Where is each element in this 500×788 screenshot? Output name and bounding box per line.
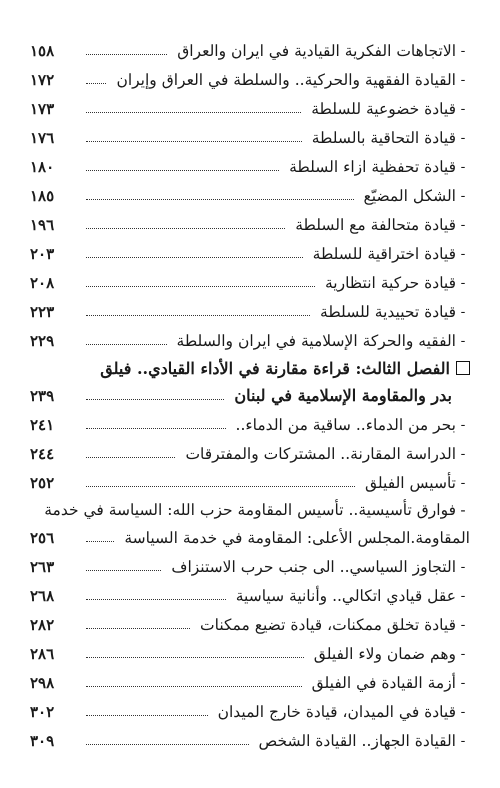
toc-entry-title: قيادة متحالفة مع السلطة [295, 215, 456, 234]
toc-entry-page-number: ٢٩٨ [30, 673, 55, 692]
toc-entry-title: الفقيه والحركة الإسلامية في ايران والسلطة [176, 331, 456, 350]
leader-dots [86, 334, 167, 345]
toc-entry-page-number: ٢٢٣ [30, 302, 55, 321]
leader-dots [86, 447, 175, 458]
toc-entry-page-number: ٢٢٩ [30, 331, 55, 350]
toc-entry-page-number: ٢٨٦ [30, 644, 55, 663]
bullet-dash: - [460, 616, 466, 633]
toc-entry [30, 439, 470, 468]
toc-entry [30, 639, 470, 668]
bullet-dash: - [460, 216, 466, 233]
toc-entry [30, 268, 470, 297]
toc-entry-title: وهم ضمان ولاء الفيلق [313, 644, 456, 663]
toc-entry-title: قيادة في الميدان، قيادة خارج الميدان [217, 702, 456, 721]
toc-entry-title: قيادة التحاقية بالسلطة [311, 128, 456, 147]
toc-entry-title: قيادة حركية انتظارية [324, 273, 456, 292]
toc-entry-title: قيادة تخلق ممكنات، قيادة تضيع ممكنات [200, 615, 456, 634]
toc-entry-page-number: ١٨٥ [30, 186, 55, 205]
toc-entry [30, 552, 470, 581]
chapter-page-number: ٢٣٩ [30, 386, 55, 405]
multi-entry-line-1: فوارق تأسيسية.. تأسيس المقاومة حزب الله: السياسة في خدمة [44, 501, 456, 519]
multi-entry-line-2: المقاومة.المجلس الأعلى: المقاومة في خدمة السياسة [124, 528, 470, 547]
toc-entry [30, 468, 470, 497]
leader-dots [86, 73, 106, 84]
toc-entry-page-number: ٢٥٢ [30, 473, 55, 492]
bullet-dash: - [460, 100, 466, 117]
toc-entry [30, 410, 470, 439]
toc-entry [30, 297, 470, 326]
checkbox-square-icon [456, 361, 470, 375]
bullet-dash: - [460, 416, 466, 433]
bullet-dash: - [460, 645, 466, 662]
toc-entry-page-number: ٣٠٢ [30, 702, 55, 721]
toc-entry-page-number: ٢٠٨ [30, 273, 55, 292]
toc-entry-title: الدراسة المقارنة.. المشتركات والمفترقات [185, 444, 456, 463]
bullet-dash: - [460, 332, 466, 349]
leader-dots [86, 705, 208, 716]
toc-entry [30, 326, 470, 355]
leader-dots [86, 647, 304, 658]
leader-dots [86, 676, 302, 687]
bullet-dash: - [460, 274, 466, 291]
leader-dots [86, 189, 354, 200]
toc-entry-page-number: ١٥٨ [30, 41, 55, 60]
multi-entry-page-number: ٢٥٦ [30, 528, 55, 547]
toc-entry-title: الاتجاهات الفكرية القيادية في ايران والعراق [177, 41, 456, 60]
toc-entry-page-number: ١٧٣ [30, 99, 55, 118]
toc-entry [30, 581, 470, 610]
bullet-dash: - [460, 474, 466, 491]
leader-dots [86, 389, 224, 400]
toc-entry [30, 36, 470, 65]
toc-entry-title: التجاوز السياسي.. الى جنب حرب الاستنزاف [171, 557, 456, 576]
multi-line-entry-first-line [30, 497, 470, 523]
chapter-title-line-1: الفصل الثالث: قراءة مقارنة في الأداء القيادي.. فيلق [100, 358, 450, 378]
bullet-dash: - [460, 445, 466, 462]
leader-dots [86, 276, 315, 287]
bullet-dash: - [460, 501, 466, 519]
leader-dots [86, 589, 226, 600]
toc-entry-page-number: ٢٤١ [30, 415, 55, 434]
toc-entry-page-number: ١٨٠ [30, 157, 55, 176]
toc-entry [30, 152, 470, 181]
toc-entry [30, 239, 470, 268]
bullet-dash: - [460, 187, 466, 204]
leader-dots [86, 160, 279, 171]
bullet-dash: - [460, 703, 466, 720]
toc-entry [30, 668, 470, 697]
leader-dots [86, 560, 161, 571]
toc-entry [30, 726, 470, 755]
chapter-title-line-2: بدر والمقاومة الإسلامية في لبنان [234, 386, 452, 405]
toc-entry [30, 181, 470, 210]
leader-dots [86, 531, 114, 542]
toc-entry-page-number: ٢٦٣ [30, 557, 55, 576]
toc-entry [30, 610, 470, 639]
leader-dots [86, 476, 355, 487]
toc-entry [30, 94, 470, 123]
toc-entry-page-number: ١٩٦ [30, 215, 55, 234]
entry-list-mid [30, 410, 470, 497]
toc-entry-page-number: ٢٦٨ [30, 586, 55, 605]
bullet-dash: - [460, 587, 466, 604]
chapter-title-row [30, 381, 470, 410]
leader-dots [86, 218, 285, 229]
table-of-contents [30, 36, 470, 755]
entry-list-bottom [30, 552, 470, 755]
toc-entry-title: أزمة القيادة في الفيلق [311, 673, 456, 692]
leader-dots [86, 247, 303, 258]
leader-dots [86, 734, 249, 745]
chapter-heading [30, 355, 470, 381]
toc-entry-page-number: ١٧٦ [30, 128, 55, 147]
toc-entry-page-number: ٢٠٣ [30, 244, 55, 263]
toc-entry [30, 65, 470, 94]
leader-dots [86, 44, 167, 55]
leader-dots [86, 418, 226, 429]
toc-entry-title: بحر من الدماء.. ساقية من الدماء.. [235, 415, 456, 434]
bullet-dash: - [460, 71, 466, 88]
bullet-dash: - [460, 732, 466, 749]
leader-dots [86, 305, 310, 316]
bullet-dash: - [460, 158, 466, 175]
toc-entry-page-number: ١٧٢ [30, 70, 55, 89]
toc-entry-title: القيادة الجهاز.. القيادة الشخص [258, 731, 456, 750]
toc-entry-page-number: ٢٨٢ [30, 615, 55, 634]
toc-entry-title: الشكل المضيّع [363, 186, 456, 205]
bullet-dash: - [460, 42, 466, 59]
toc-entry [30, 697, 470, 726]
bullet-dash: - [460, 129, 466, 146]
bullet-dash: - [460, 558, 466, 575]
entry-list-top [30, 36, 470, 355]
toc-entry-page-number: ٣٠٩ [30, 731, 55, 750]
multi-line-entry-second-line [30, 523, 470, 552]
toc-entry-title: قيادة تحييدية للسلطة [320, 302, 456, 321]
toc-entry-title: قيادة اختراقية للسلطة [312, 244, 456, 263]
bullet-dash: - [460, 674, 466, 691]
toc-entry-title: قيادة تحفظية ازاء السلطة [289, 157, 456, 176]
toc-entry [30, 123, 470, 152]
bullet-dash: - [460, 303, 466, 320]
toc-entry-title: عقل قيادي اتكالي.. وأنانية سياسية [235, 586, 456, 605]
bullet-dash: - [460, 245, 466, 262]
toc-entry-title: قيادة خضوعية للسلطة [311, 99, 456, 118]
leader-dots [86, 131, 302, 142]
leader-dots [86, 618, 190, 629]
toc-entry-page-number: ٢٤٤ [30, 444, 55, 463]
toc-entry [30, 210, 470, 239]
leader-dots [86, 102, 301, 113]
toc-entry-title: القيادة الفقهية والحركية.. والسلطة في العراق وإيران [116, 70, 456, 89]
toc-entry-title: تأسيس الفيلق [365, 473, 456, 492]
